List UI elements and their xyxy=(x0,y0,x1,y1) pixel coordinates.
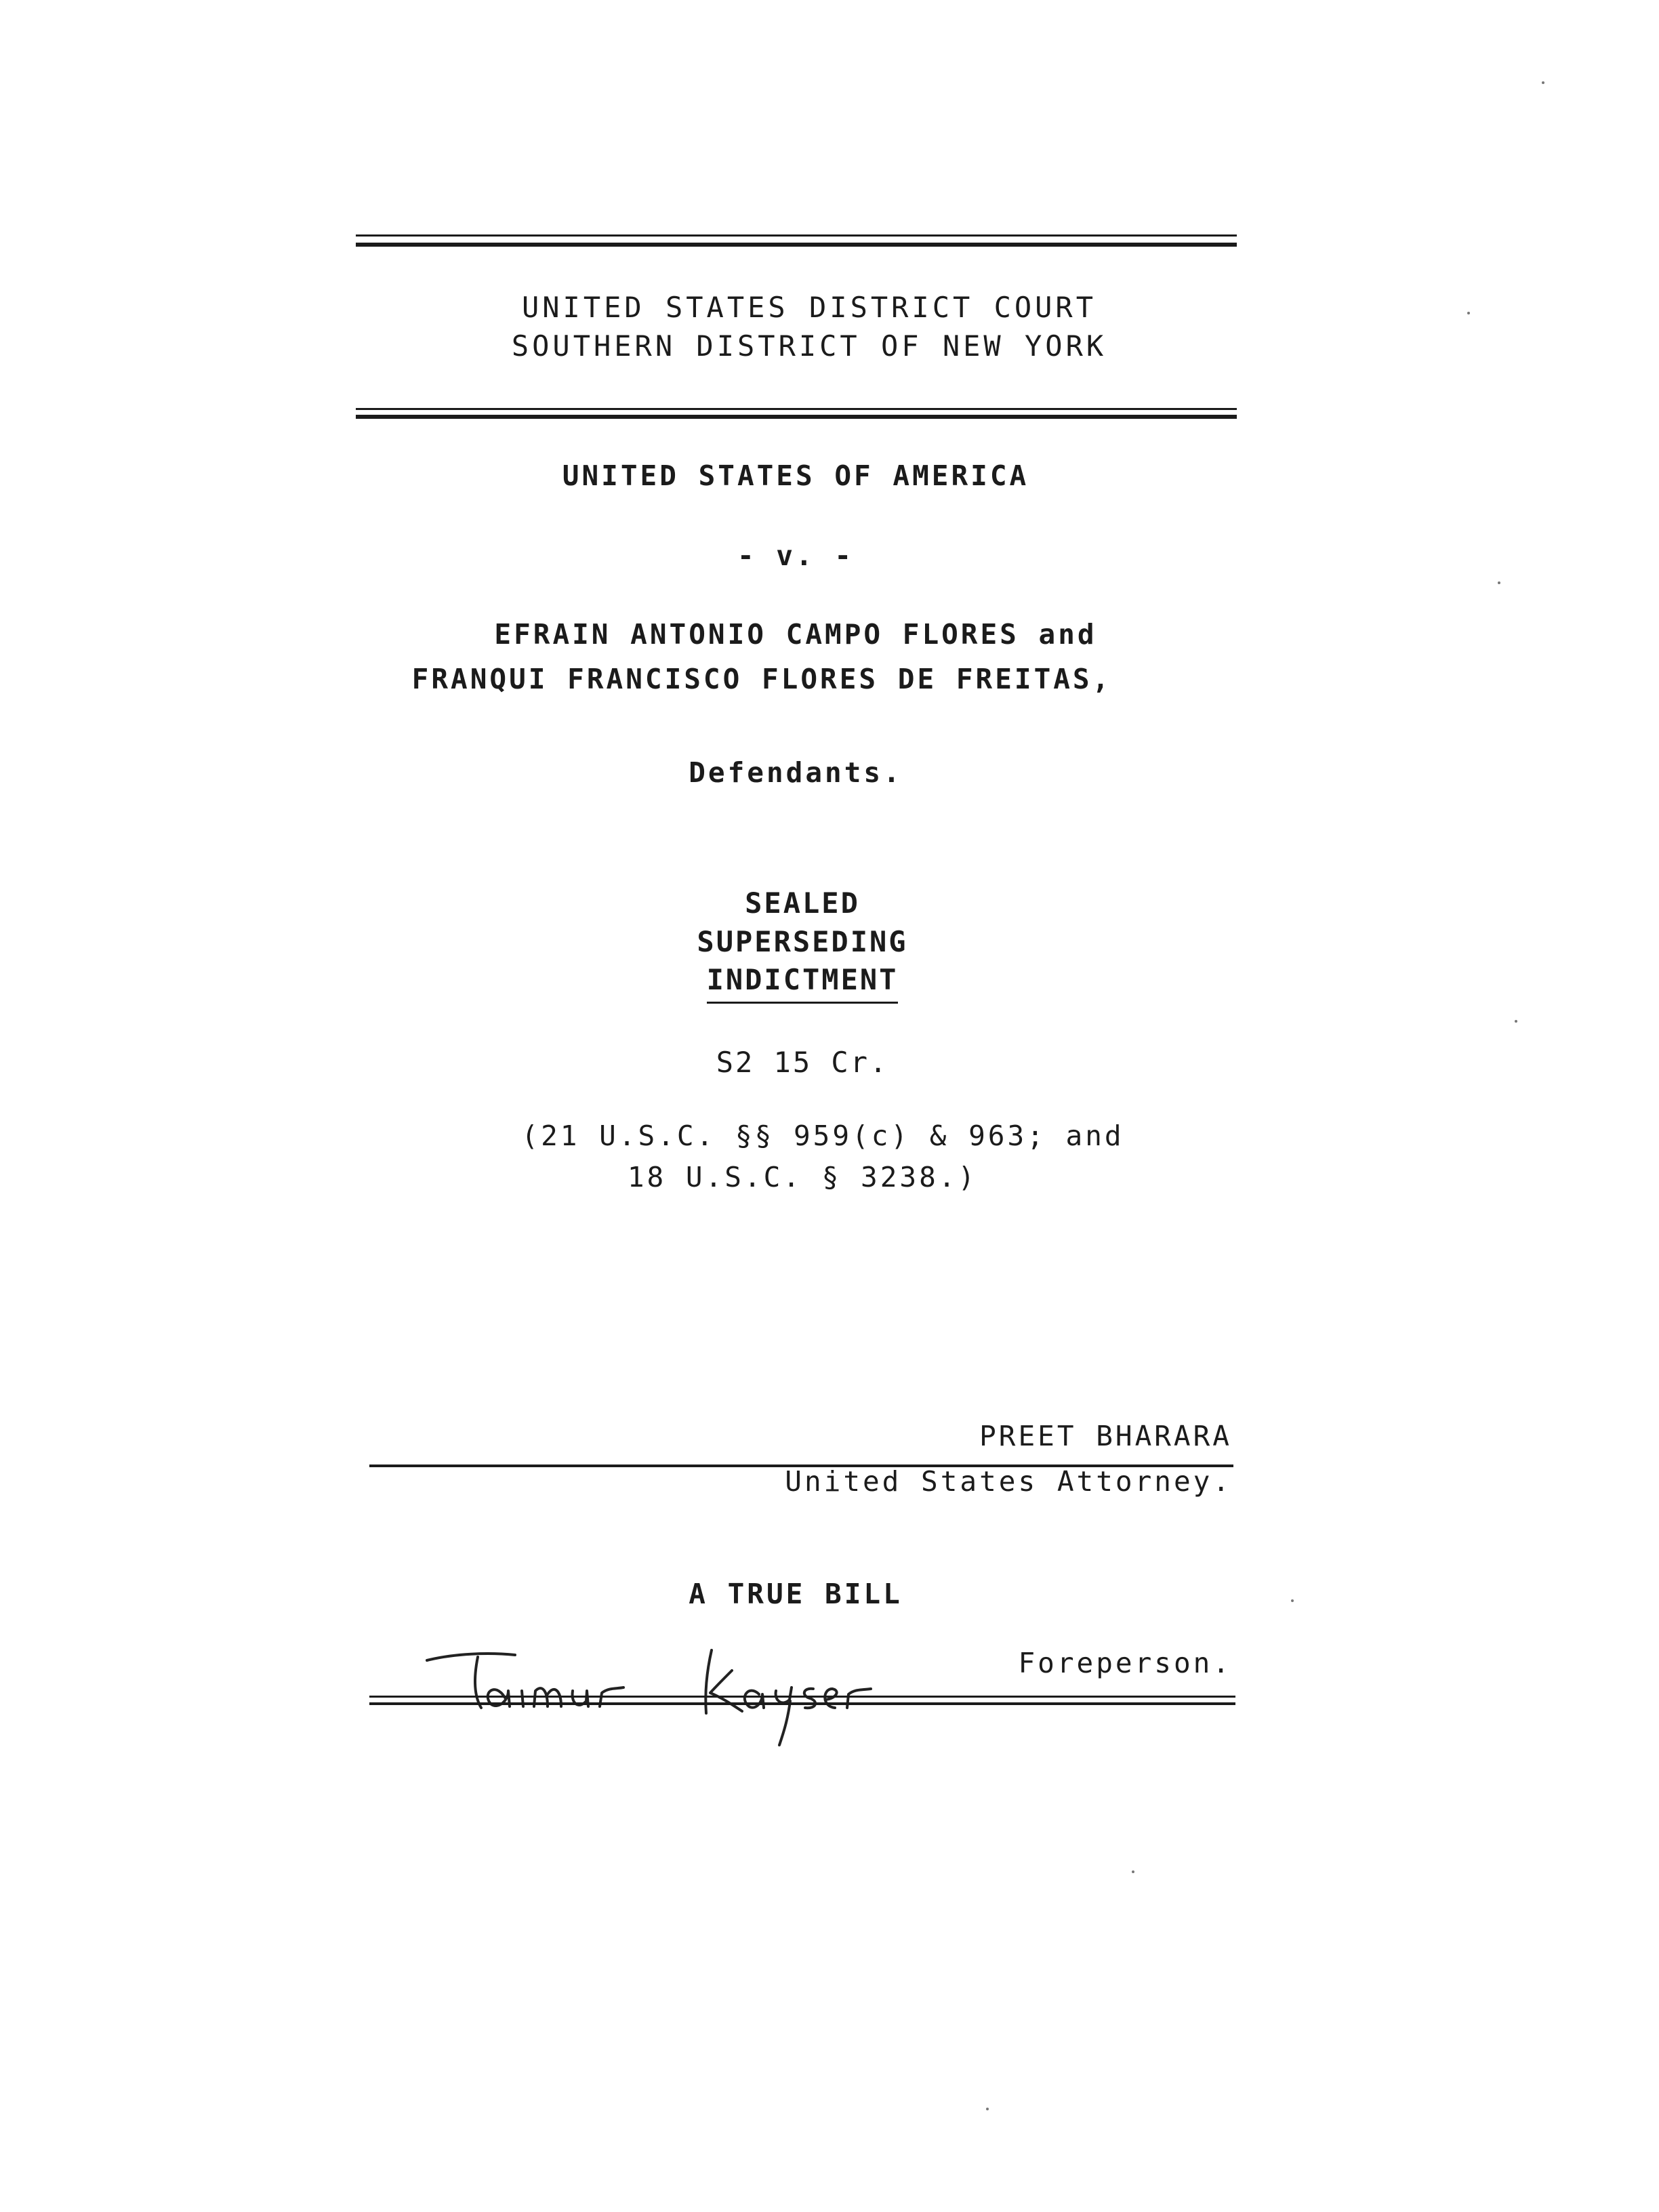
title-indictment-wrap xyxy=(0,961,1632,1004)
scan-speck xyxy=(1498,581,1500,584)
plaintiff-name: UNITED STATES OF AMERICA xyxy=(562,459,1029,492)
title-indictment: INDICTMENT xyxy=(707,961,899,1004)
top-rule-thick xyxy=(356,243,1237,247)
statutes-line1: (21 U.S.C. §§ 959(c) & 963; and xyxy=(521,1120,1124,1152)
defendants-label: Defendants. xyxy=(689,756,903,789)
versus-label: - v. - xyxy=(737,539,855,572)
case-number: S2 15 Cr. xyxy=(716,1046,889,1079)
defendants-line2: FRANQUI FRANCISCO FLORES DE FREITAS, xyxy=(411,663,1112,695)
scan-speck xyxy=(1467,312,1470,314)
foreperson-line-thin xyxy=(369,1696,1235,1698)
court-rule-thin xyxy=(356,408,1237,410)
scan-speck xyxy=(1542,81,1544,84)
foreperson-line-thick xyxy=(369,1702,1235,1705)
court-name-line2: SOUTHERN DISTRICT OF NEW YORK xyxy=(511,329,1107,363)
scan-speck xyxy=(986,2108,989,2110)
scan-speck xyxy=(1291,1599,1294,1602)
defendants-line1: EFRAIN ANTONIO CAMPO FLORES and xyxy=(494,618,1097,651)
attorney-name: PREET BHARARA xyxy=(979,1420,1232,1452)
attorney-title: United States Attorney. xyxy=(785,1465,1232,1498)
court-name-line1: UNITED STATES DISTRICT COURT xyxy=(521,291,1097,324)
foreperson-label: Foreperson. xyxy=(1018,1647,1232,1679)
scan-speck xyxy=(1132,1870,1134,1873)
title-sealed: SEALED xyxy=(745,886,860,920)
court-rule-thick xyxy=(356,415,1237,419)
title-superseding: SUPERSEDING xyxy=(697,925,908,958)
statutes-line2: 18 U.S.C. § 3238.) xyxy=(627,1161,978,1193)
true-bill-label: A TRUE BILL xyxy=(689,1578,903,1610)
top-rule-thin xyxy=(356,234,1237,237)
foreperson-signature xyxy=(413,1633,901,1748)
scan-speck xyxy=(1515,1020,1517,1023)
